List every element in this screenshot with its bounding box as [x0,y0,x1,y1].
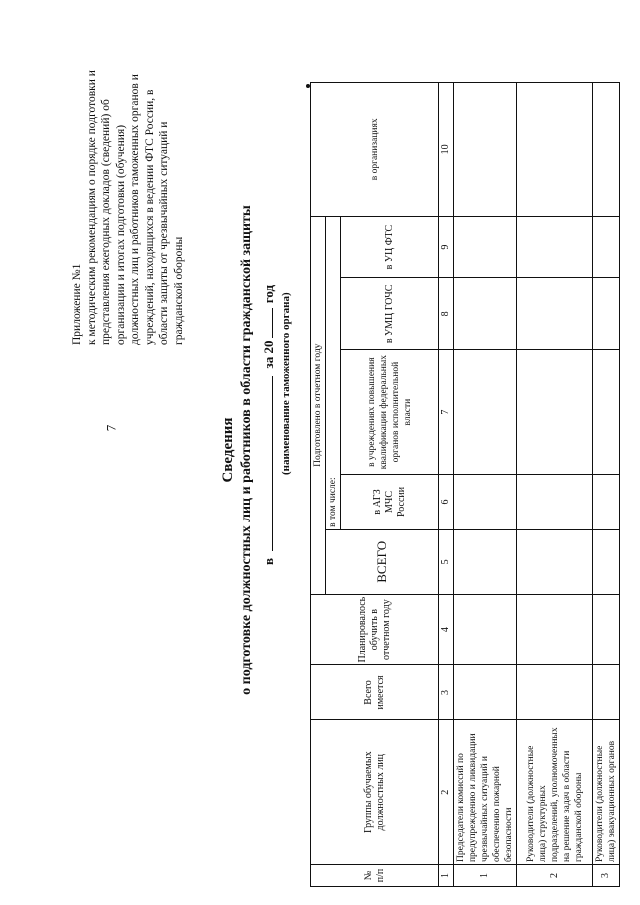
title-line1: Сведения [220,417,236,483]
row-num: 1 [454,865,517,887]
row-label: Председатели комиссий по предупреждению и ликвидации чрезвычайных ситуаций и обеспечению пожарной безопасности [454,720,517,865]
cell[interactable] [517,350,593,475]
header-qualification: в учреждениях повышения квалификации федеральных органов исполнительной власти [341,350,439,475]
cell[interactable] [454,350,517,475]
annex-block [70,15,186,345]
rotated-sheet [71,15,617,885]
cell[interactable] [593,216,620,278]
col-number: 4 [439,594,454,665]
title-prefix: в [261,557,276,565]
cell[interactable] [593,278,620,350]
cell[interactable] [454,83,517,217]
annex-line: гражданской обороны [172,236,185,345]
annex-line: представления ежегодных докладов (сведений) об [100,99,112,345]
col-number: 5 [439,529,454,594]
annex-heading: Приложение №1 [71,263,83,345]
annex-line: организации и итогах подготовки (обучения) [114,124,127,345]
cell[interactable] [454,216,517,278]
header-groups: Группы обучаемых должностных лиц [311,720,439,865]
col-number: 10 [439,83,454,217]
header-in-that: в том числе: [326,216,341,529]
cell[interactable] [454,594,517,665]
header-num: № п/п [311,865,439,887]
title-period: за 20 [261,340,276,369]
cell[interactable] [593,529,620,594]
col-number: 2 [439,720,454,865]
col-number: 3 [439,665,454,720]
col-number: 7 [439,350,454,475]
cell[interactable] [517,216,593,278]
annex-line: области защиты от чрезвычайных ситуаций и [158,121,170,345]
col-number: 6 [439,474,454,529]
annex-line: должностных лиц и работников таможенных органов и [129,74,141,345]
header-orgs: в организациях [311,83,439,217]
cell[interactable] [454,474,517,529]
table-row [517,83,593,887]
header-uc-fts: в УЦ ФТС [341,216,439,278]
header-total: ВСЕГО [326,529,439,594]
cell[interactable] [517,665,593,720]
cell[interactable] [593,83,620,217]
year-blank[interactable] [262,308,273,338]
header-total-present: Всего имеется [311,665,439,720]
cell[interactable] [517,278,593,350]
title-year-word: год [261,284,276,304]
row-num: 2 [517,865,593,887]
cell[interactable] [517,594,593,665]
document-title [220,15,255,885]
header-planned: Планировалось обучить в отчетном году [311,594,439,665]
col-number: 1 [439,865,454,887]
cell[interactable] [454,529,517,594]
cell[interactable] [593,665,620,720]
annex-line: учреждений, находящихся в ведении ФТС России, в [143,89,156,345]
row-label: Руководители (должностные лица) структурных подразделений, уполномоченных на решение задач в области гражданской обороны [517,720,593,865]
row-num: 3 [593,865,620,887]
cell[interactable] [593,350,620,475]
table-row [454,83,517,887]
header-atz: в АГЗ МЧС России [341,474,439,529]
title-subtitle: (наименование таможенного органа) [280,292,292,475]
header-trained: Подготовлено в отчетном году [311,216,326,594]
organ-name-blank[interactable] [262,376,273,551]
title-period-line [261,285,277,565]
cell[interactable] [454,665,517,720]
page-number: 7 [103,424,119,432]
col-number: 8 [439,278,454,350]
annex-line: к методическим рекомендациям о порядке подготовки и [85,70,98,345]
cell[interactable] [517,474,593,529]
row-label: Руководители (должностные лица) эвакуационных органов [593,720,620,865]
col-number: 9 [439,216,454,278]
cell[interactable] [454,278,517,350]
report-table [310,82,620,887]
title-line2: о подготовке должностных лиц и работников в области гражданской защиты [239,205,254,695]
cell[interactable] [593,594,620,665]
header-umc: в УМЦ ГОЧС [341,278,439,350]
cell[interactable] [593,474,620,529]
cell[interactable] [517,83,593,217]
cell[interactable] [517,529,593,594]
table-row [593,83,620,887]
